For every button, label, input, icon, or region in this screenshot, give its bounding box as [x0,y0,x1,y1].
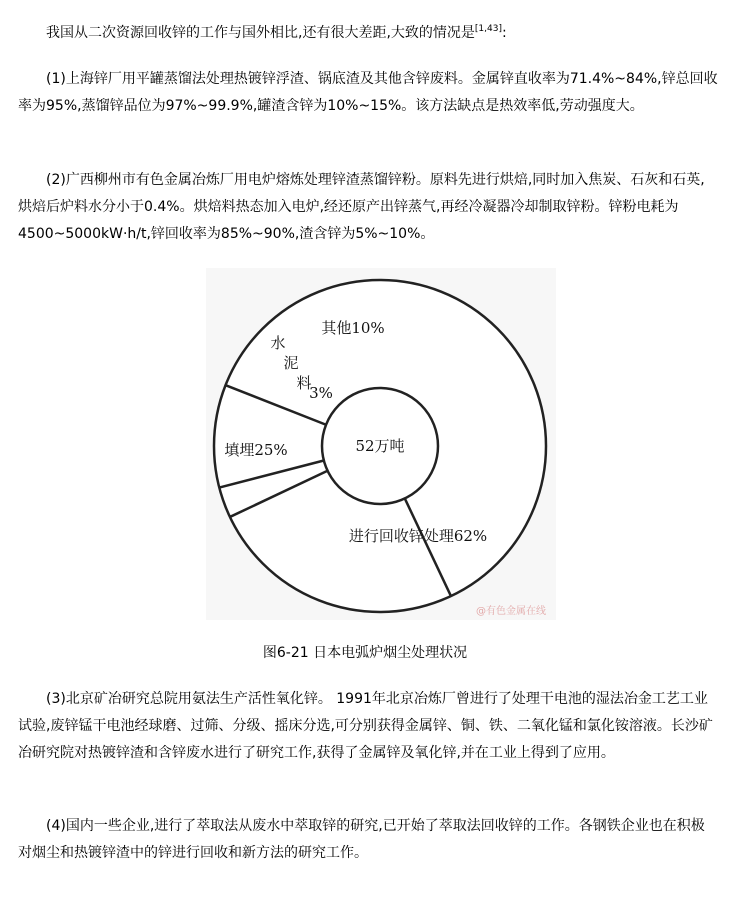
intro-paragraph [18,20,718,47]
paragraph-item-2: (2)广西柳州市有色金属冶炼厂用电炉熔炼处理锌渣蒸馏锌粉。原料先进行烘焙,同时加入焦炭、石灰和石英,烘焙后炉料水分小于0.4%。烘焙料热态加入电炉,经还原产出锌蒸气,再经冷凝器冷却制取锌粉。锌粉电耗为4500~5000kW·h/t,锌回收率为85%~90%,渣含锌为5%~10%。 [18,172,705,242]
watermark: @有色金属在线 [476,606,546,617]
slice-label-landfill: 填埋25% [224,441,288,459]
center-label: 52万吨 [355,437,405,455]
slice-label-cement-4: 3% [309,384,333,402]
paragraph-item-1: (1)上海锌厂用平罐蒸馏法处理热镀锌浮渣、锅底渣及其他含锌废料。金属锌直收率为71.4%~84%,锌总回收率为95%,蒸馏锌品位为97%~99.9%,罐渣含锌为10%~15%。该方法缺点是热效率低,劳动强度大。 [18,71,718,114]
citation: [1,43] [474,24,502,34]
figure-caption: 图6-21 日本电弧炉烟尘处理状况 [262,645,468,661]
slice-label-recycling: 进行回收锌处理62% [348,527,488,545]
intro-suffix: : [501,25,507,41]
pie-chart-figure [206,268,556,620]
slice-label-cement-1: 水 [270,334,286,352]
slice-label-cement-2: 泥 [283,354,299,372]
slice-label-other: 其他10% [321,319,385,337]
pie-chart [206,268,556,620]
slice-label-cement-3: 料 [296,374,312,392]
paragraph-item-4: (4)国内一些企业,进行了萃取法从废水中萃取锌的研究,已开始了萃取法回收锌的工作。各钢铁企业也在积极对烟尘和热镀锌渣中的锌进行回收和新方法的研究工作。 [18,818,705,861]
paragraph-item-3: (3)北京矿冶研究总院用氨法生产活性氧化锌。 1991年北京冶炼厂曾进行了处理干电池的湿法冶金工艺工业试验,废锌锰干电池经球磨、过筛、分级、摇床分选,可分别获得金属锌、铜、铁、二氧化锰和氯化铵溶液。长沙矿冶研究院对热镀锌渣和含锌废水进行了研究工作,获得了金属锌及氧化锌,并在工业上得到了应用。 [18,691,713,761]
intro-text: 我国从二次资源回收锌的工作与国外相比,还有很大差距,大致的情况是 [46,25,475,41]
